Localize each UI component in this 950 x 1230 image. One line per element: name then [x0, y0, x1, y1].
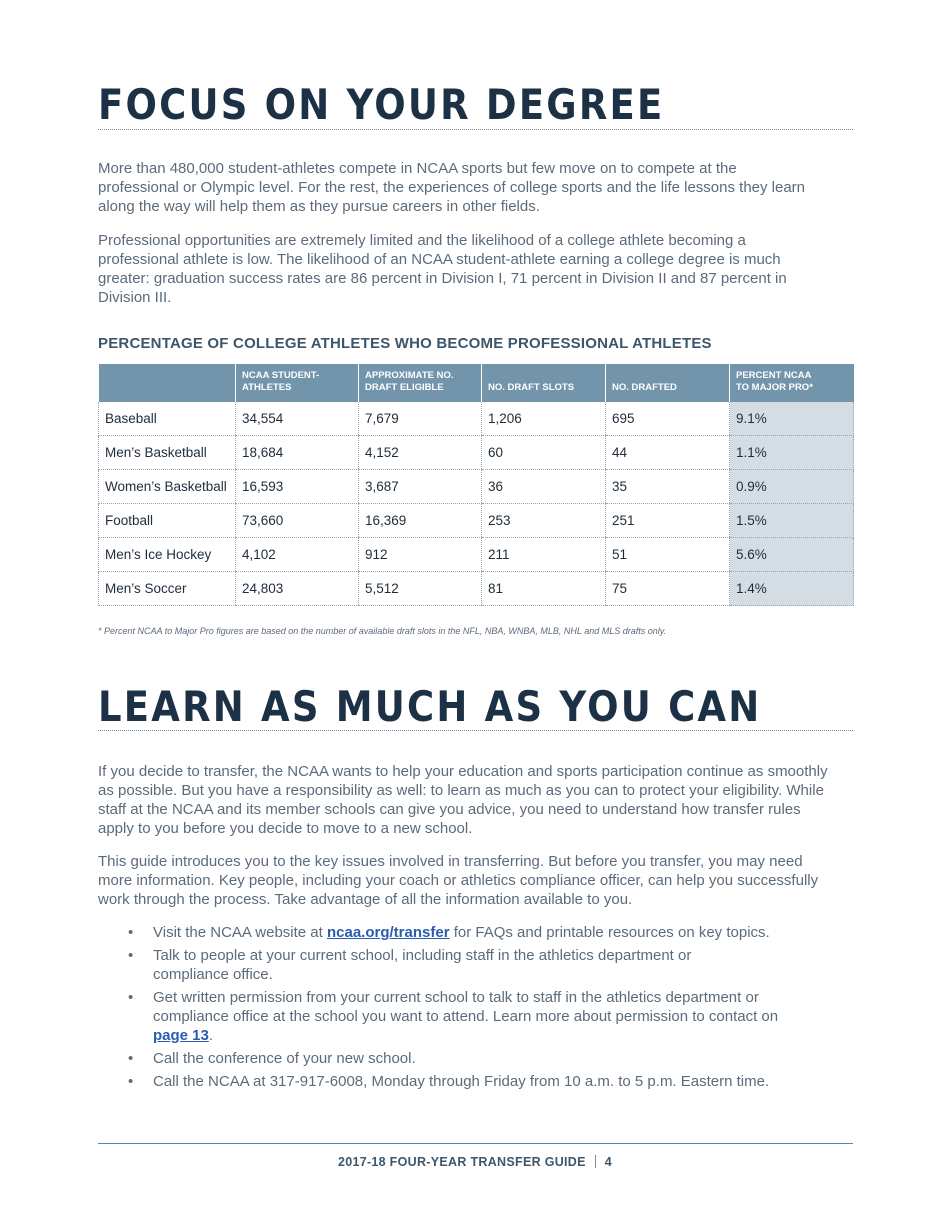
table-cell: 44 [606, 436, 730, 470]
table-cell: 34,554 [236, 402, 359, 436]
table-cell: 51 [606, 538, 730, 572]
stats-table-wrapper [98, 364, 853, 606]
percent-cell: 9.1% [730, 402, 854, 436]
table-cell: 60 [482, 436, 606, 470]
paragraph: More than 480,000 student-athletes compete in NCAA sports but few move on to compete at the professional or Olympic level. For the rest, the experiences of college sports and the life lessons they learn along the way will help them as they pursue careers in other fields. [98, 160, 806, 215]
table-cell: 18,684 [236, 436, 359, 470]
sport-cell: Baseball [99, 402, 236, 436]
resource-list [98, 923, 853, 1095]
table-title: PERCENTAGE OF COLLEGE ATHLETES WHO BECOME PROFESSIONAL ATHLETES [98, 335, 712, 352]
section-focus-on-degree [98, 80, 853, 130]
column-header: NCAA STUDENT- ATHLETES [236, 364, 359, 402]
table-cell: 36 [482, 470, 606, 504]
table-cell: 253 [482, 504, 606, 538]
heading-divider [98, 730, 853, 731]
column-header: NO. DRAFTED [606, 364, 730, 402]
table-cell: 16,369 [359, 504, 482, 538]
table-cell: 75 [606, 572, 730, 606]
table-cell: 81 [482, 572, 606, 606]
table-cell: 4,152 [359, 436, 482, 470]
sport-cell: Men’s Ice Hockey [99, 538, 236, 572]
table-row [99, 436, 854, 470]
section-heading: FOCUS ON YOUR DEGREE [98, 80, 665, 130]
footer-divider [98, 1143, 853, 1144]
list-item: • Call the conference of your new school. [128, 1050, 416, 1067]
bullet-icon: • [128, 1050, 134, 1067]
table-cell: 4,102 [236, 538, 359, 572]
list-item: • Visit the NCAA website at ncaa.org/transfer for FAQs and printable resources on key topics. [128, 924, 770, 941]
section-learn-as-much [98, 682, 853, 732]
list-item: • Get written permission from your current school to talk to staff in the athletics department or compliance office at the school you want to attend. Learn more about permission to contact on page 13. [128, 989, 779, 1044]
percent-cell: 1.1% [730, 436, 854, 470]
paragraph: This guide introduces you to the key issues involved in transferring. But before you transfer, you may need more information. Key people, including your coach or athletics compliance officer, can help you successfully work through the process. Take advantage of all the information available to you. [98, 853, 819, 908]
table-cell: 1,206 [482, 402, 606, 436]
column-header: PERCENT NCAA TO MAJOR PRO* [730, 364, 854, 402]
table-cell: 251 [606, 504, 730, 538]
table-row [99, 572, 854, 606]
table-cell: 3,687 [359, 470, 482, 504]
column-header [99, 364, 236, 402]
table-row [99, 402, 854, 436]
sport-cell: Men’s Soccer [99, 572, 236, 606]
table-cell: 912 [359, 538, 482, 572]
list-item: • Call the NCAA at 317-917-6008, Monday through Friday from 10 a.m. to 5 p.m. Eastern time. [128, 1073, 770, 1090]
bullet-icon: • [128, 1073, 134, 1090]
table-row [99, 470, 854, 504]
footer-title: 2017-18 FOUR-YEAR TRANSFER GUIDE [337, 1155, 586, 1169]
sport-cell: Women’s Basketball [99, 470, 236, 504]
stats-table [98, 364, 854, 606]
list-item: • Talk to people at your current school, including staff in the athletics department or compliance office. [128, 947, 692, 983]
footer-separator [595, 1155, 596, 1168]
table-cell: 24,803 [236, 572, 359, 606]
percent-cell: 1.5% [730, 504, 854, 538]
percent-cell: 5.6% [730, 538, 854, 572]
bullet-icon: • [128, 924, 134, 941]
table-cell: 695 [606, 402, 730, 436]
percent-cell: 1.4% [730, 572, 854, 606]
percent-cell: 0.9% [730, 470, 854, 504]
table-footnote: * Percent NCAA to Major Pro figures are based on the number of available draft slots in the NFL, NBA, WNBA, MLB, NHL and MLS drafts only. [98, 626, 667, 636]
table-cell: 16,593 [236, 470, 359, 504]
column-header: APPROXIMATE NO. DRAFT ELIGIBLE [359, 364, 482, 402]
page-footer [0, 1155, 950, 1169]
heading-divider [98, 129, 853, 130]
page-number: 4 [604, 1155, 613, 1169]
table-cell: 7,679 [359, 402, 482, 436]
table-cell: 35 [606, 470, 730, 504]
table-cell: 73,660 [236, 504, 359, 538]
table-cell: 5,512 [359, 572, 482, 606]
paragraph: Professional opportunities are extremely limited and the likelihood of a college athlete becoming a professional athlete is low. The likelihood of an NCAA student-athlete earning a college degree is much greater: graduation success rates are 86 percent in Division I, 71 percent in Division II and 87 percent in Division III. [98, 232, 787, 306]
table-header-row [99, 364, 854, 402]
table-row [99, 504, 854, 538]
sport-cell: Men’s Basketball [99, 436, 236, 470]
table-cell: 211 [482, 538, 606, 572]
bullet-icon: • [128, 947, 134, 964]
section-heading: LEARN AS MUCH AS YOU CAN [98, 682, 762, 732]
table-row [99, 538, 854, 572]
ncaa-transfer-link[interactable]: ncaa.org/transfer [326, 924, 450, 941]
sport-cell: Football [99, 504, 236, 538]
paragraph: If you decide to transfer, the NCAA wants to help your education and sports participation continue as smoothly as possible. But you have a responsibility as well: to learn as much as you can to protect your eligibility. While staff at the NCAA and its member schools can give you advice, you need to understand how transfer rules apply to you before you decide to move to a new school. [98, 763, 828, 837]
page-13-link[interactable]: page 13 [153, 1027, 209, 1044]
column-header: NO. DRAFT SLOTS [482, 364, 606, 402]
bullet-icon: • [128, 989, 134, 1006]
